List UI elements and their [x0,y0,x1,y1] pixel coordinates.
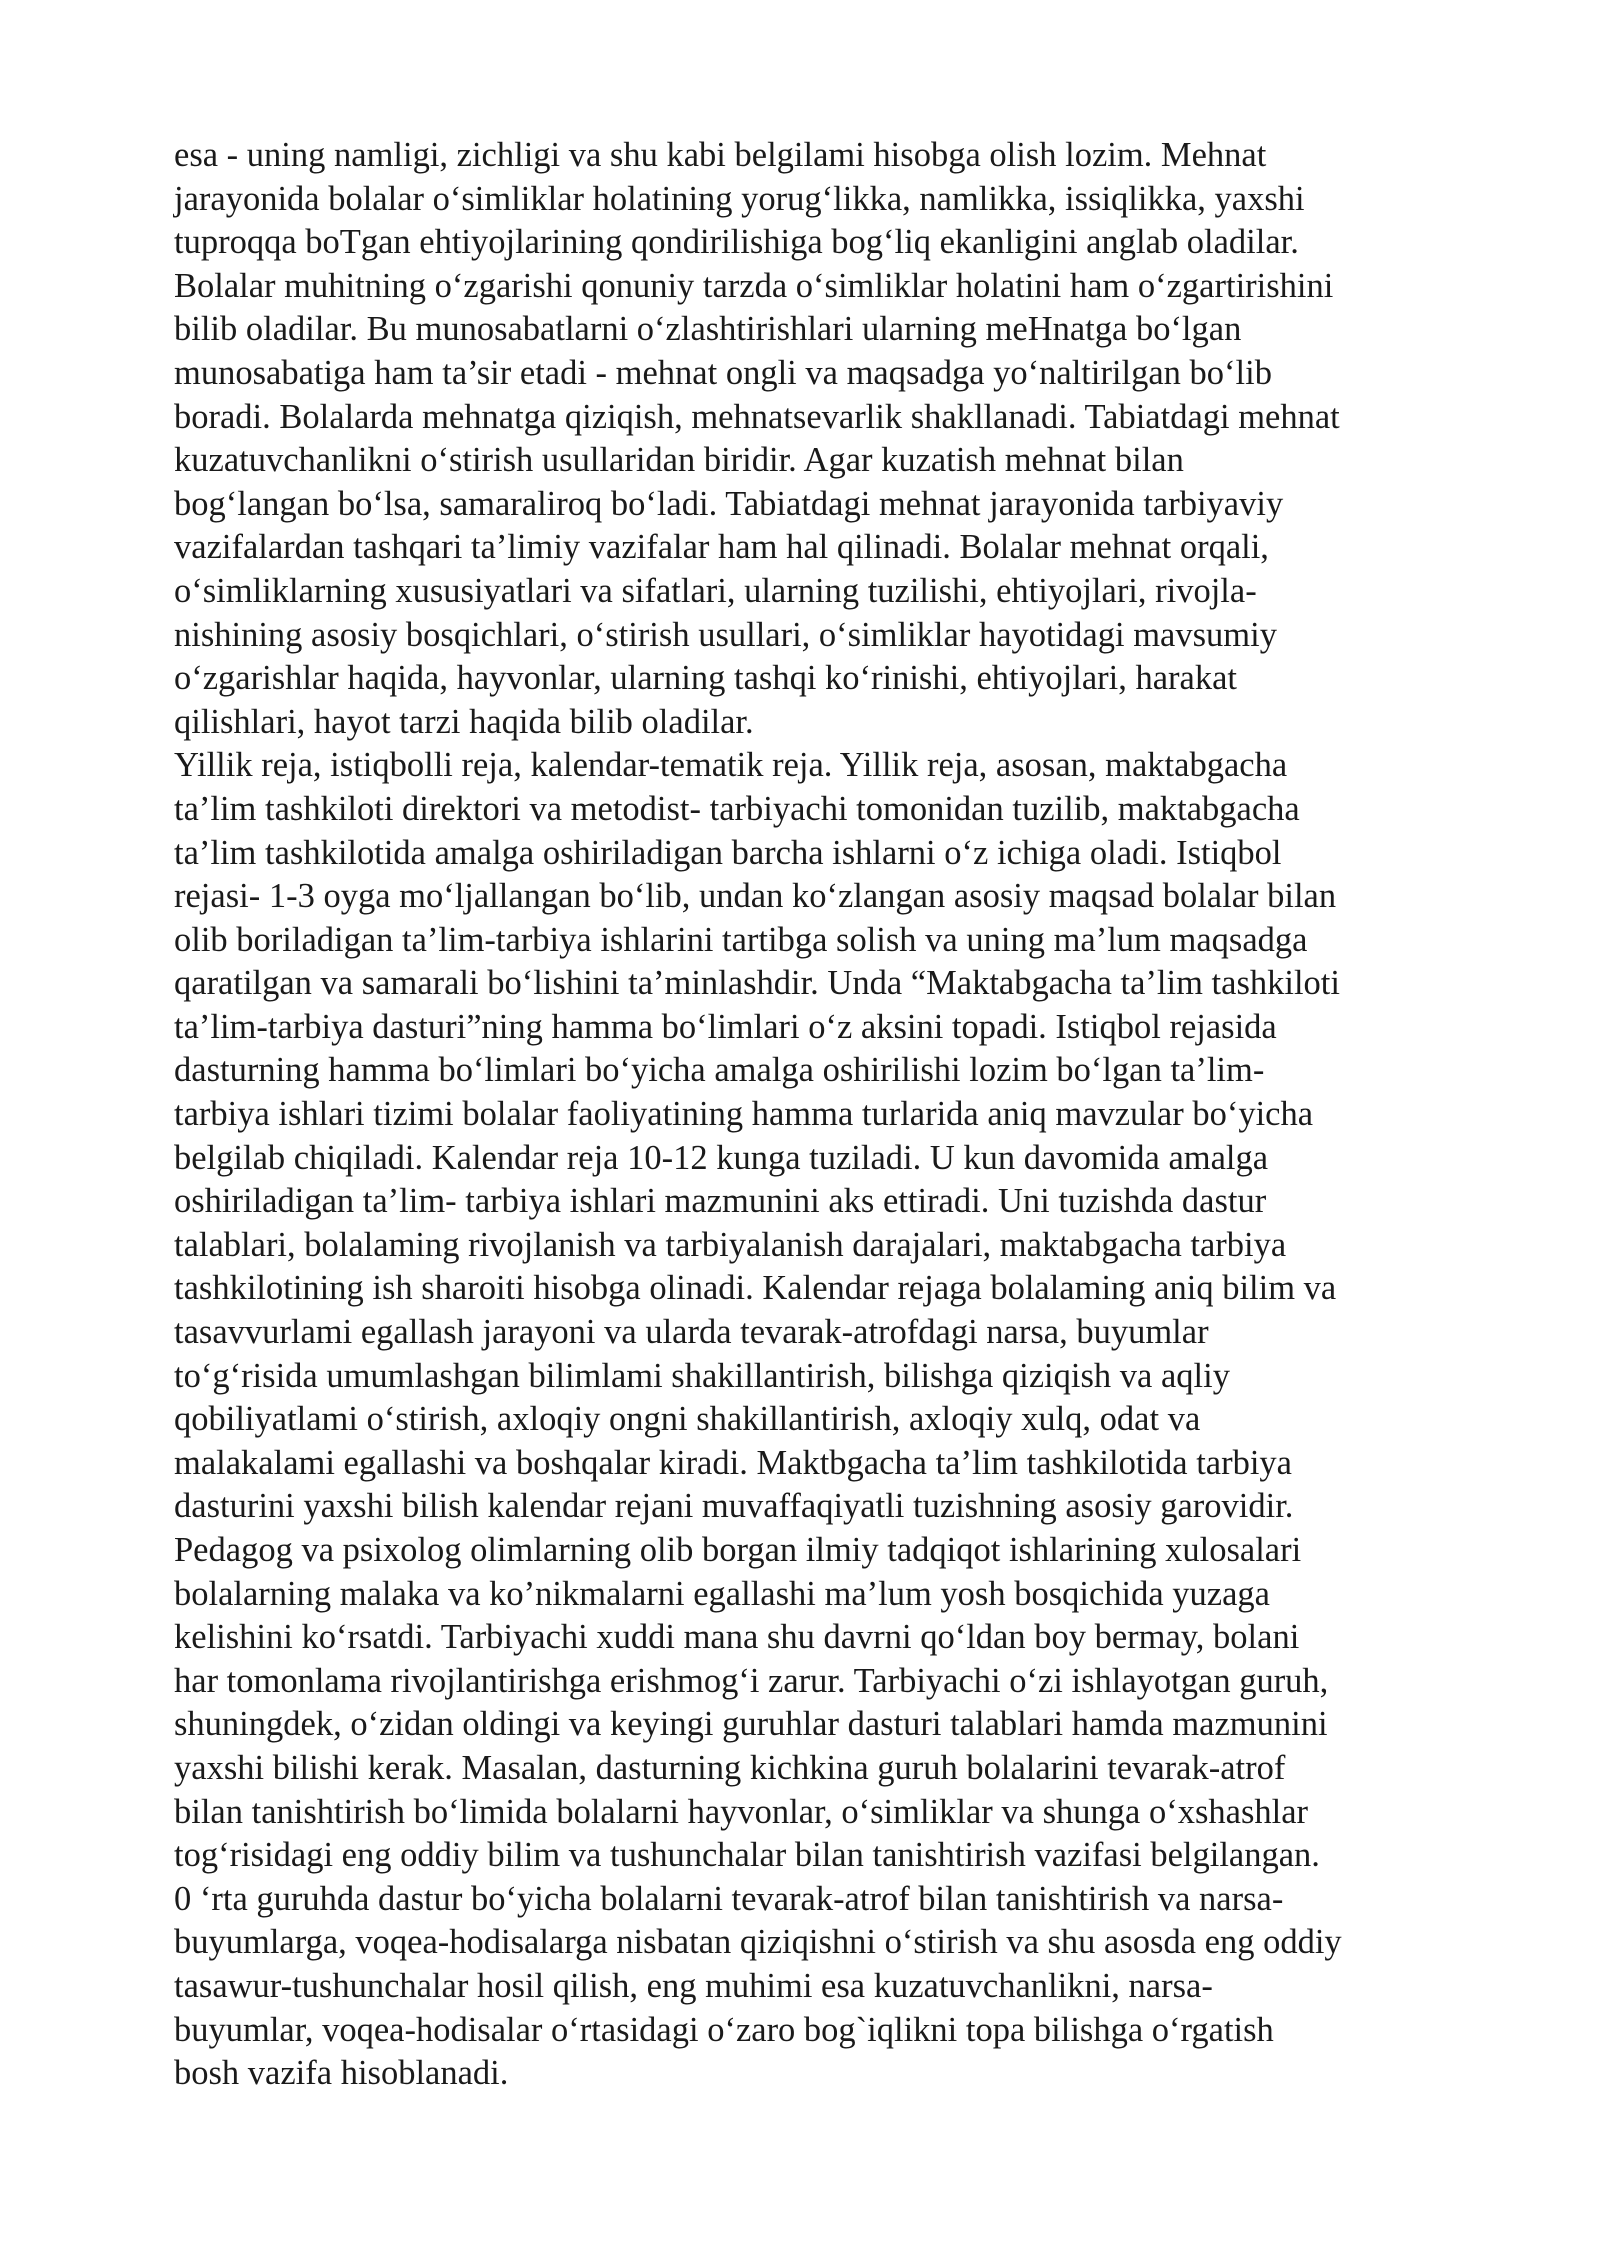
text-line: buyumlar, voqea-hodisalar o‘rtasidagi o‘zaro bog`iqlikni topa bilishga o‘rgatish [174,2010,1274,2049]
text-line: bog‘langan bo‘lsa, samaraliroq bo‘ladi. Tabiatdagi mehnat jarayonida tarbiyaviy [174,484,1284,523]
text-line: esa - uning namligi, zichligi va shu kabi belgilami hisobga olish lozim. Mehnat [174,136,1267,174]
text-line: ta’lim tashkiloti direktori va metodist- tarbiyachi tomonidan tuzilib, maktabgacha [174,789,1300,828]
text-line: nishining asosiy bosqichlari, o‘stirish usullari, o‘simliklar hayotidagi mavsumiy [174,615,1277,654]
text-line: Pedagog va psixolog olimlarning olib borgan ilmiy tadqiqot ishlarining xulosalari [174,1531,1302,1569]
text-line: o‘zgarishlar haqida, hayvonlar, ularning tashqi ko‘rinishi, ehtiyojlari, harakat [174,659,1237,698]
text-line: o‘simliklarning xususiyatlari va sifatlari, ularning tuzilishi, ehtiyojlari, rivojla- [174,571,1257,610]
text-line: bosh vazifa hisoblanadi. [174,2054,509,2093]
text-line: bilan tanishtirish bo‘limida bolalarni hayvonlar, o‘simliklar va shunga o‘xshashlar [174,1792,1309,1831]
text-line: buyumlarga, voqea-hodisalarga nisbatan qiziqishni o‘stirish va shu asosda eng oddiy [174,1923,1342,1962]
text-line: shuningdek, o‘zidan oldingi va keyingi guruhlar dasturi talablari hamda mazmunini [174,1705,1328,1744]
text-line: tashkilotining ish sharoiti hisobga olinadi. Kalendar rejaga bolalaming aniq bilim va [174,1269,1337,1308]
body-text [174,134,1474,2096]
text-line: tasavvurlami egallash jarayoni va ularda tevarak-atrofdagi narsa, buyumlar [174,1313,1209,1352]
text-line: kelishini ko‘rsatdi. Tarbiyachi xuddi mana shu davrni qo‘ldan boy bermay, bolani [174,1618,1300,1657]
text-line: bilib oladilar. Bu munosabatlarni o‘zlashtirishlari ularning meHnatga bo‘lgan [174,310,1242,349]
text-line: rejasi- 1-3 oyga mo‘ljallangan bo‘lib, undan ko‘zlangan asosiy maqsad bolalar bilan [174,877,1337,916]
text-line: jarayonida bolalar o‘simliklar holatining yorug‘likka, namlikka, issiqlikka, yaxshi [174,179,1305,218]
text-line: yaxshi bilishi kerak. Masalan, dasturning kichkina guruh bolalarini tevarak-atrof [174,1748,1286,1787]
text-line: malakalami egallashi va boshqalar kiradi. Maktbgacha ta’lim tashkilotida tarbiya [174,1443,1292,1482]
text-line: Yillik reja, istiqbolli reja, kalendar-tematik reja. Yillik reja, asosan, maktabgacha [174,746,1288,785]
text-line: kuzatuvchanlikni o‘stirish usullaridan biridir. Agar kuzatish mehnat bilan [174,441,1184,480]
text-line: ta’lim-tarbiya dasturi”ning hamma bo‘limlari o‘z aksini topadi. Istiqbol rejasida [174,1007,1277,1046]
text-line: ta’lim tashkilotida amalga oshiriladigan barcha ishlarni o‘z ichiga oladi. Istiqbol [174,833,1282,872]
text-line: tog‘risidagi eng oddiy bilim va tushunchalar bilan tanishtirish vazifasi belgilangan. [174,1836,1320,1875]
text-line: 0 ‘rta guruhda dastur bo‘yicha bolalarni tevarak-atrof bilan tanishtirish va narsa- [174,1879,1284,1918]
text-line: oshiriladigan ta’lim- tarbiya ishlari mazmunini aks ettiradi. Uni tuzishda dastur [174,1182,1267,1221]
text-line: qobiliyatlami o‘stirish, axloqiy ongni shakillantirish, axloqiy xulq, odat va [174,1400,1201,1439]
text-line: dasturning hamma bo‘limlari bo‘yicha amalga oshirilishi lozim bo‘lgan ta’lim- [174,1051,1265,1090]
text-line: munosabatiga ham ta’sir etadi - mehnat ongli va maqsadga yo‘naltirilgan bo‘lib [174,353,1272,392]
text-line: bolalarning malaka va ko’nikmalarni egallashi ma’lum yosh bosqichida yuzaga [174,1574,1270,1613]
text-line: dasturini yaxshi bilish kalendar rejani muvaffaqiyatli tuzishning asosiy garovidir. [174,1487,1294,1526]
text-line: qaratilgan va samarali bo‘lishini ta’minlashdir. Unda “Maktabgacha ta’lim tashkiloti [174,964,1340,1003]
text-line: tarbiya ishlari tizimi bolalar faoliyatining hamma turlarida aniq mavzular bo‘yicha [174,1095,1314,1134]
text-line: boradi. Bolalarda mehnatga qiziqish, mehnatsevarlik shakllanadi. Tabiatdagi mehnat [174,397,1340,436]
text-line: har tomonlama rivojlantirishga erishmog‘i zarur. Tarbiyachi o‘zi ishlayotgan guruh, [174,1661,1329,1700]
text-line: to‘g‘risida umumlashgan bilimlami shakillantirish, bilishga qiziqish va aqliy [174,1356,1230,1395]
text-line: qilishlari, hayot tarzi haqida bilib oladilar. [174,702,754,741]
text-line: vazifalardan tashqari ta’limiy vazifalar ham hal qilinadi. Bolalar mehnat orqali, [174,528,1269,567]
text-line: tuproqqa boTgan ehtiyojlarining qondirilishiga bog‘liq ekanligini anglab oladilar. [174,223,1299,262]
text-line: talablari, bolalaming rivojlanish va tarbiyalanish darajalari, maktabgacha tarbiya [174,1225,1287,1264]
text-line: olib boriladigan ta’lim-tarbiya ishlarini tartibga solish va uning ma’lum maqsadga [174,920,1308,959]
text-line: belgilab chiqiladi. Kalendar reja 10-12 kunga tuziladi. U kun davomida amalga [174,1138,1269,1177]
text-line: tasawur-tushunchalar hosil qilish, eng muhimi esa kuzatuvchanlikni, narsa- [174,1966,1213,2005]
text-line: Bolalar muhitning o‘zgarishi qonuniy tarzda o‘simliklar holatini ham o‘zgartirishini [174,266,1334,305]
